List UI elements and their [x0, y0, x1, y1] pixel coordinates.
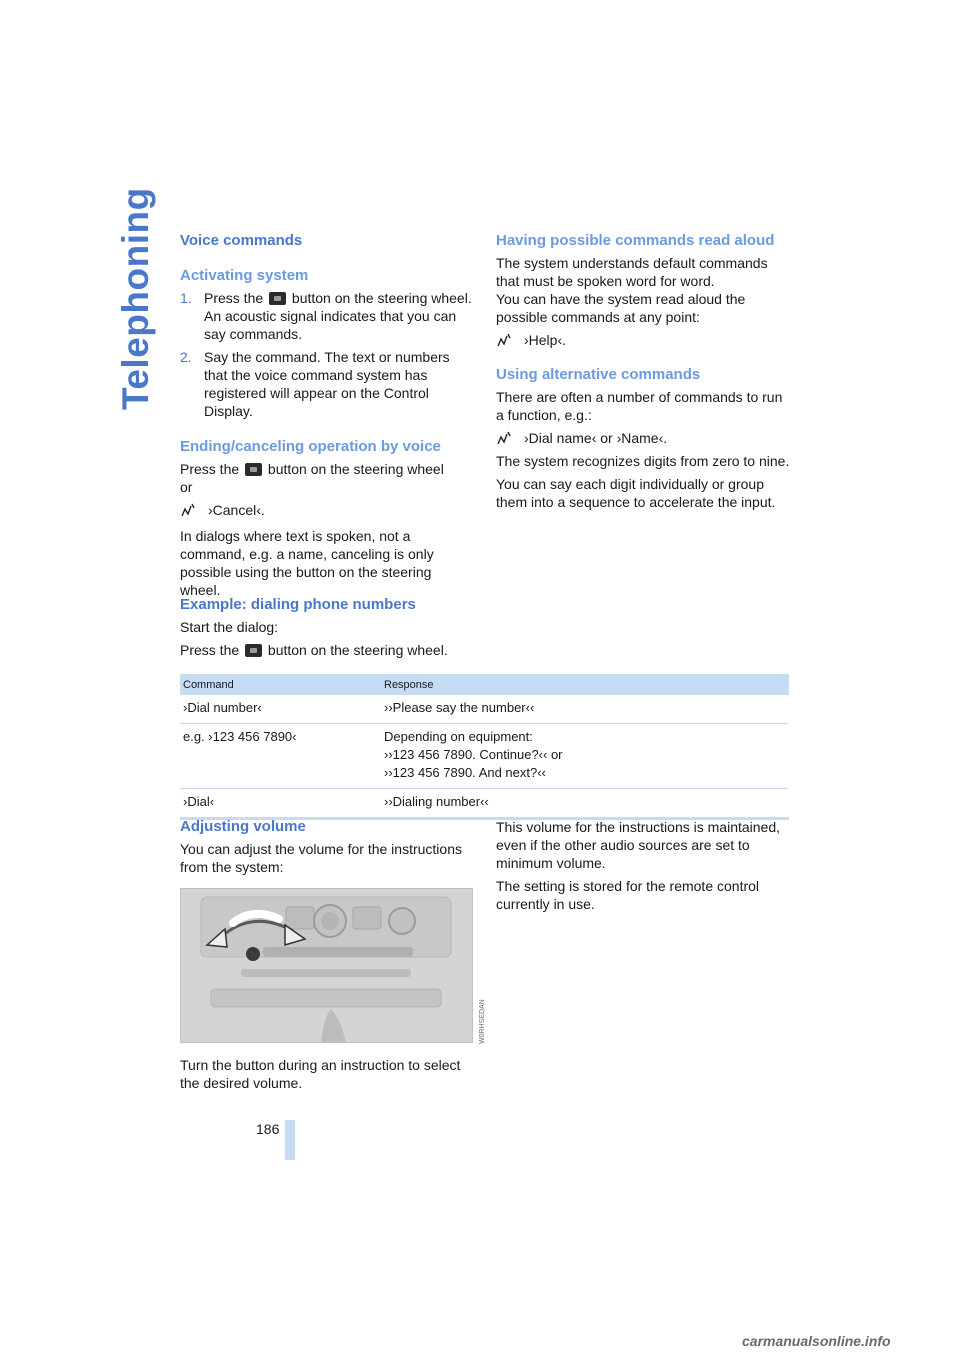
- volume-p3: This volume for the instructions is maintained, even if the other audio sources are set to minimum volume.: [496, 819, 781, 871]
- help-command-text: ›Help‹.: [524, 332, 567, 348]
- step-1: [180, 289, 475, 343]
- table-cell-response: [381, 724, 789, 789]
- console-illustration: [181, 889, 473, 1043]
- voice-command-icon: [180, 502, 196, 518]
- volume-section: [180, 818, 475, 876]
- response-line: ››Dialing number‹‹: [384, 794, 489, 809]
- read-aloud-p1: The system understands default commands that must be spoken word for word.: [496, 255, 768, 289]
- example-press-a: Press the: [180, 642, 240, 658]
- read-aloud-p2: You can have the system read aloud the possible commands at any point:: [496, 291, 746, 325]
- read-aloud-heading: Having possible commands read aloud: [496, 232, 775, 249]
- cancel-command-text: ›Cancel‹.: [208, 502, 265, 518]
- table-cell-response: [381, 789, 789, 819]
- example-section: [180, 596, 475, 659]
- step-1-text-a: Press the: [204, 290, 264, 306]
- response-line: Depending on equipment:: [384, 729, 533, 744]
- ending-text-a: Press the: [180, 461, 240, 477]
- photo-code-container: [478, 988, 490, 1044]
- voice-commands-section: [180, 232, 475, 599]
- help-command: [496, 331, 791, 349]
- table-row: [180, 695, 789, 724]
- table-header-row: [180, 674, 789, 695]
- ending-paragraph-1: [180, 460, 475, 478]
- ending-heading: Ending/canceling operation by voice: [180, 438, 441, 455]
- command-table: [180, 674, 789, 820]
- page-number: 186: [256, 1121, 280, 1137]
- table-cell-command: ›Dial‹: [180, 789, 381, 819]
- watermark: carmanualsonline.info: [742, 1333, 891, 1349]
- voice-button-icon: [245, 463, 262, 476]
- voice-button-icon: [269, 292, 286, 305]
- response-line: ››Please say the number‹‹: [384, 700, 535, 715]
- voice-commands-heading: Voice commands: [180, 232, 303, 249]
- page-number-bar: [285, 1120, 295, 1160]
- response-line: ››123 456 7890. And next?‹‹: [384, 765, 546, 780]
- chapter-title: Telephoning: [115, 187, 156, 410]
- step-1-text-b: button on the steering wheel. An acoustic signal indicates that you can say commands.: [204, 290, 472, 342]
- table-header-response: Response: [381, 674, 789, 695]
- alternative-command-text: ›Dial name‹ or ›Name‹.: [524, 430, 668, 446]
- step-1-number: 1.: [180, 290, 192, 306]
- volume-p1: You can adjust the volume for the instructions from the system:: [180, 841, 462, 875]
- photo-code: W0RHSEDAN: [479, 999, 486, 1044]
- volume-right-text: [496, 818, 791, 913]
- step-2-text: Say the command. The text or numbers that the voice command system has registered will appear on the Control Display.: [204, 349, 450, 419]
- voice-button-icon: [245, 644, 262, 657]
- ending-text-b: button on the steering wheel: [267, 461, 444, 477]
- alternative-heading: Using alternative commands: [496, 366, 701, 383]
- alternative-p2: The system recognizes digits from zero to nine.: [496, 453, 790, 469]
- ending-or: or: [180, 479, 193, 495]
- alternative-p1: There are often a number of commands to run a function, e.g.:: [496, 389, 783, 423]
- table-header-command: Command: [180, 674, 381, 695]
- voice-command-icon: [496, 430, 512, 446]
- read-aloud-section: [496, 232, 791, 511]
- volume-caption: [180, 1056, 475, 1092]
- cancel-command: [180, 501, 475, 519]
- table-cell-command: e.g. ›123 456 7890‹: [180, 724, 381, 789]
- alternative-command: [496, 429, 791, 447]
- volume-p2: Turn the button during an instruction to select the desired volume.: [180, 1057, 461, 1091]
- response-line: ››123 456 7890. Continue?‹‹ or: [384, 747, 563, 762]
- alternative-p3: You can say each digit individually or group them into a sequence to accelerate the input.: [496, 476, 776, 510]
- example-press: [180, 641, 475, 659]
- ending-paragraph-2: In dialogs where text is spoken, not a command, e.g. a name, canceling is only possible using the button on the steering wheel.: [180, 528, 434, 598]
- table-cell-command: ›Dial number‹: [180, 695, 381, 724]
- volume-p4: The setting is stored for the remote control currently in use.: [496, 878, 760, 912]
- activating-system-heading: Activating system: [180, 267, 309, 284]
- step-2-number: 2.: [180, 349, 192, 365]
- table-row: [180, 724, 789, 789]
- volume-heading: Adjusting volume: [180, 818, 306, 835]
- volume-knob-photo: [180, 888, 473, 1043]
- step-2: [180, 348, 475, 420]
- example-heading: Example: dialing phone numbers: [180, 596, 416, 613]
- voice-command-icon: [496, 332, 512, 348]
- table-cell-response: [381, 695, 789, 724]
- table-row: [180, 789, 789, 819]
- example-start: Start the dialog:: [180, 619, 279, 635]
- example-press-b: button on the steering wheel.: [267, 642, 448, 658]
